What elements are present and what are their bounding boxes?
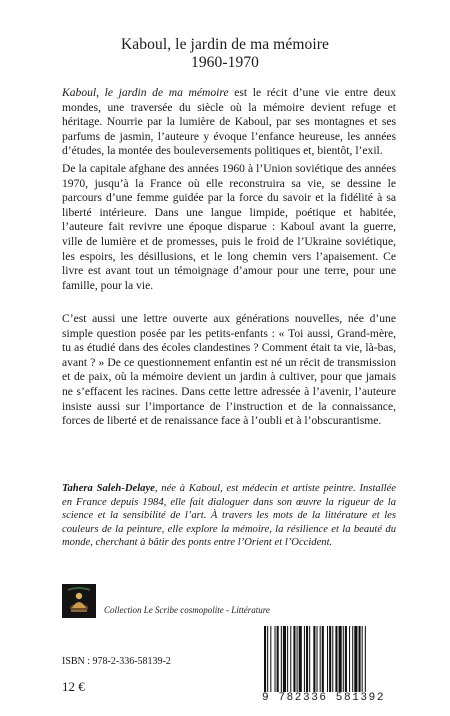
collection-name: Collection Le Scribe cosmopolite - Littérature bbox=[104, 605, 270, 615]
title-dates: 1960-1970 bbox=[190, 54, 260, 71]
book-title bbox=[0, 36, 450, 72]
italic-book-title: Kaboul, le jardin de ma mémoire bbox=[62, 86, 229, 99]
summary-paragraph-3 bbox=[62, 312, 396, 429]
summary-paragraph-1 bbox=[62, 86, 396, 159]
author-name: Tahera Saleh-Delaye bbox=[62, 483, 155, 494]
bio-text: , née à Kaboul, est médecin et artiste peintre. Installée en France depuis 1984, elle fait dialoguer dans son œuvre la rigueur de la science et la sensibilité de l’art. À travers les mots de la littérature et les couleurs de la peinture, elle explore la mémoire, la résilience et la beauté du monde, cherchant à bâtir des ponts entre l’Orient et l’Occident. bbox=[62, 483, 396, 549]
barcode-digits: 9 782336 581392 bbox=[262, 692, 386, 704]
paragraph-text: C’est aussi une lettre ouverte aux générations nouvelles, née d’une simple question posée par les petits-enfants : « Toi aussi, Grand-mère, tu as étudié dans des écoles clandestines ? Comment était ta vie, là-bas, avant ? » De ce questionnement enfantin est né un récit de transmission et de paix, où la mémoire devient un jardin à cultiver, pour que jamais ne s’effacent les racines. Dans cette lettre adressée à l’avenir, l’auteure insiste aussi sur l’importance de l’instruction et de la connaissance, forces de liberté et de renaissance face à l’oubli et à l’obscurantisme. bbox=[62, 312, 396, 428]
barcode-icon bbox=[262, 626, 392, 692]
author-bio bbox=[62, 482, 396, 550]
scribe-emblem-icon bbox=[62, 584, 96, 618]
summary-paragraph-2 bbox=[62, 162, 396, 293]
price-label: 12 € bbox=[62, 679, 85, 694]
isbn-label: ISBN : 978-2-336-58139-2 bbox=[62, 656, 171, 667]
paragraph-text: De la capitale afghane des années 1960 à l’Union soviétique des années 1970, jusqu’à la France où elle reconstruira sa vie, se dessine le parcours d’une femme guidée par la force du savoir et la fidélité à sa liberté intérieure. Dans une langue limpide, poétique et habitée, l’auteure fait revivre une époque disparue : Kaboul avant la guerre, ville de lumière et de promesses, puis le froid de l’Ukraine soviétique, les espoirs, les désillusions, et le long chemin vers l’apaisement. Ce livre est avant tout un témoignage d’amour pour une terre, pour une famille, pour la vie. bbox=[62, 162, 396, 292]
paragraph-text: est le récit d’une vie entre deux mondes, une traversée du siècle où la mémoire devient refuge et héritage. Nourrie par la lumière de Kaboul, par ses montagnes et ses parfums de jasmin, l’auteure y évoque l’enfance heureuse, les années d’études, la montée des bouleversements politiques et, bientôt, l’exil. bbox=[62, 86, 396, 158]
publisher-logo bbox=[62, 584, 96, 618]
title-line: Kaboul, le jardin de ma mémoire bbox=[121, 36, 329, 53]
